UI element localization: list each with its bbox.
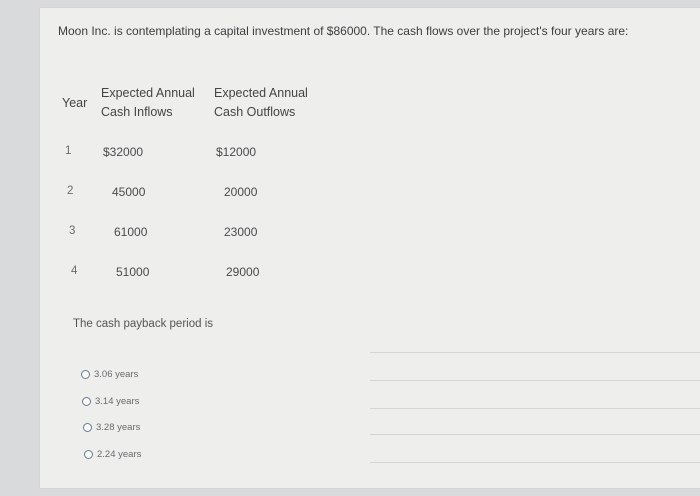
divider	[370, 434, 700, 435]
radio-button[interactable]	[81, 370, 90, 379]
header-inflows-line1: Expected Annual	[101, 86, 195, 100]
question-card	[40, 8, 700, 488]
row-1-inflow: $32000	[103, 145, 144, 159]
header-outflows-line2: Cash Outflows	[214, 105, 296, 119]
question-text: Moon Inc. is contemplating a capital investment of $86000. The cash flows over the project's four years are:	[58, 24, 629, 38]
divider	[370, 462, 700, 463]
row-2-year: 2	[67, 185, 74, 197]
option-label: 3.14 years	[95, 396, 140, 407]
divider	[370, 408, 700, 409]
option-3[interactable]	[83, 422, 140, 433]
option-label: 3.06 years	[94, 369, 139, 380]
divider	[370, 380, 700, 381]
row-4-outflow: 29000	[226, 265, 260, 279]
row-3-inflow: 61000	[114, 225, 148, 239]
option-1[interactable]	[81, 369, 138, 380]
row-2-inflow: 45000	[112, 185, 146, 199]
row-4-inflow: 51000	[116, 265, 150, 279]
header-inflows	[101, 84, 195, 122]
row-2-outflow: 20000	[224, 185, 258, 199]
row-3-outflow: 23000	[224, 225, 258, 239]
option-label: 3.28 years	[96, 422, 141, 433]
option-2[interactable]	[82, 396, 139, 407]
row-4-year: 4	[71, 265, 78, 277]
radio-button[interactable]	[83, 423, 92, 432]
row-3-year: 3	[69, 225, 76, 237]
prompt-text: The cash payback period is	[73, 318, 213, 330]
radio-button[interactable]	[82, 397, 91, 406]
header-inflows-line2: Cash Inflows	[101, 105, 173, 119]
row-1-year: 1	[65, 145, 72, 157]
option-label: 2.24 years	[97, 449, 142, 460]
radio-button[interactable]	[84, 450, 93, 459]
header-outflows	[214, 84, 308, 122]
header-outflows-line1: Expected Annual	[214, 86, 308, 100]
header-year: Year	[62, 96, 88, 110]
option-4[interactable]	[84, 449, 141, 460]
row-1-outflow: $12000	[216, 145, 257, 159]
divider	[370, 352, 700, 353]
